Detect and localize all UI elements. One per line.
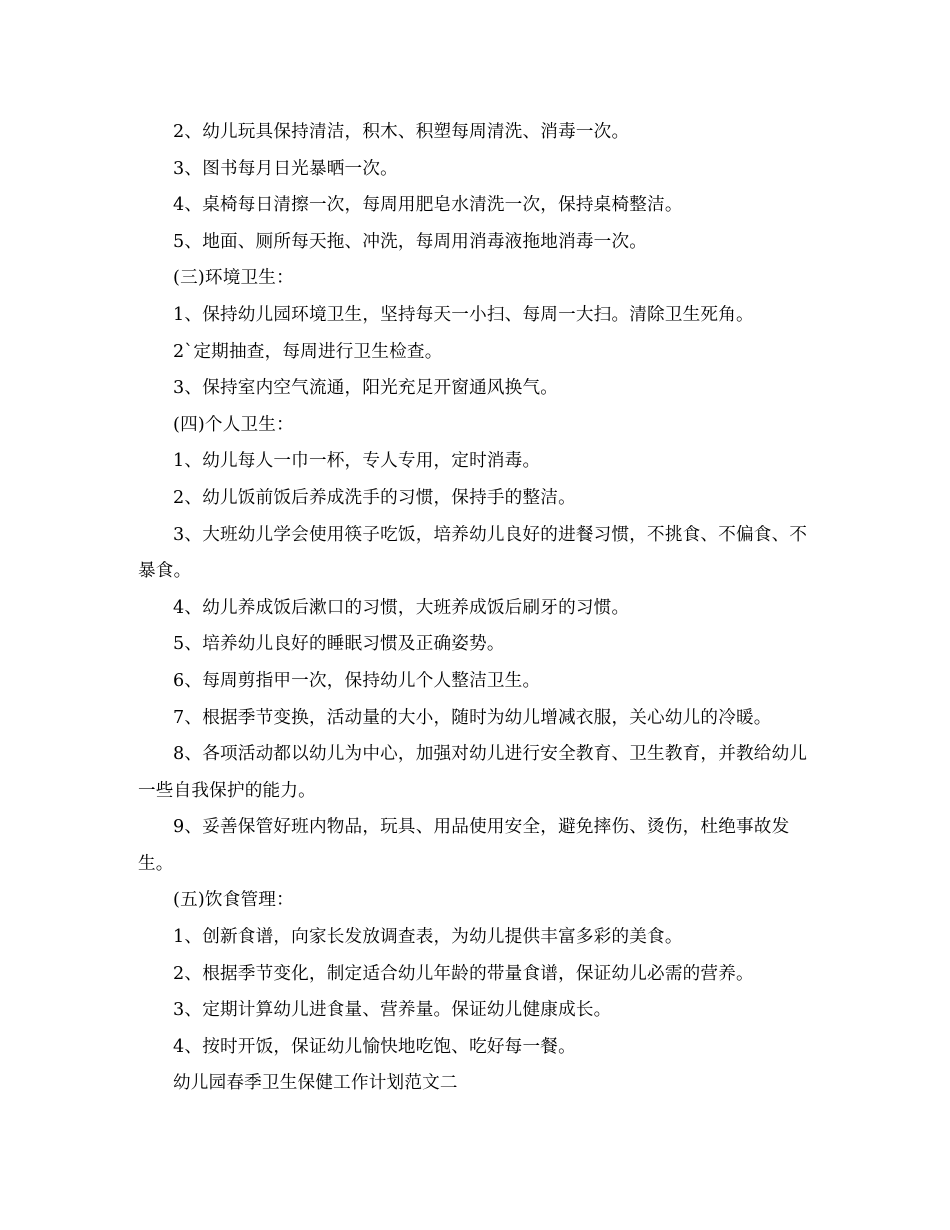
paragraph-tables-chairs: 4、桌椅每日清擦一次，每周用肥皂水清洗一次，保持桌椅整洁。 (173, 195, 683, 216)
paragraph-diet-3: 3、定期计算幼儿进食量、营养量。保证幼儿健康成长。 (173, 1000, 612, 1021)
paragraph-personal-8: 8、各项活动都以幼儿为中心，加强对幼儿进行安全教育、卫生教育，并教给幼儿一些自我保护的能力。 (138, 744, 808, 801)
section-heading-diet-management: (五)饮食管理： (173, 890, 294, 911)
paragraph-environment-2: 2`定期抽查，每周进行卫生检查。 (173, 341, 443, 362)
paragraph-personal-7: 7、根据季节变换，活动量的大小，随时为幼儿增减衣服，关心幼儿的冷暖。 (173, 707, 772, 728)
document-body (138, 114, 814, 1102)
paragraph-diet-2: 2、根据季节变化，制定适合幼儿年龄的带量食谱，保证幼儿必需的营养。 (173, 963, 754, 984)
paragraph-floor-toilet: 5、地面、厕所每天拖、冲洗，每周用消毒液拖地消毒一次。 (173, 231, 648, 252)
section-heading-personal-hygiene: (四)个人卫生： (173, 414, 294, 435)
section-heading-environment: (三)环境卫生： (173, 268, 294, 289)
paragraph-toys-cleaning: 2、幼儿玩具保持清洁，积木、积塑每周清洗、消毒一次。 (173, 122, 630, 142)
paragraph-environment-1: 1、保持幼儿园环境卫生，坚持每天一小扫、每周一大扫。清除卫生死角。 (173, 304, 754, 325)
paragraph-personal-6: 6、每周剪指甲一次，保持幼儿个人整洁卫生。 (173, 670, 541, 691)
paragraph-personal-1: 1、幼儿每人一巾一杯，专人专用，定时消毒。 (173, 451, 541, 472)
paragraph-environment-3: 3、保持室内空气流通，阳光充足开窗通风换气。 (173, 378, 559, 399)
paragraph-personal-5: 5、培养幼儿良好的睡眠习惯及正确姿势。 (173, 634, 505, 655)
paragraph-diet-4: 4、按时开饭，保证幼儿愉快地吃饱、吃好每一餐。 (173, 1036, 576, 1057)
paragraph-books-sunning: 3、图书每月日光暴晒一次。 (173, 158, 398, 179)
paragraph-personal-3: 3、大班幼儿学会使用筷子吃饭，培养幼儿良好的进餐习惯，不挑食、不偏食、不暴食。 (138, 524, 808, 582)
paragraph-diet-1: 1、创新食谱，向家长发放调查表，为幼儿提供丰富多彩的美食。 (173, 927, 683, 948)
paragraph-personal-9: 9、妥善保管好班内物品，玩具、用品使用安全，避免摔伤、烫伤，杜绝事故发生。 (138, 817, 790, 874)
paragraph-personal-4: 4、幼儿养成饭后漱口的习惯，大班养成饭后刷牙的习惯。 (173, 597, 630, 618)
paragraph-personal-2: 2、幼儿饭前饭后养成洗手的习惯，保持手的整洁。 (173, 487, 576, 508)
next-section-title: 幼儿园春季卫生保健工作计划范文二 (173, 1073, 458, 1094)
